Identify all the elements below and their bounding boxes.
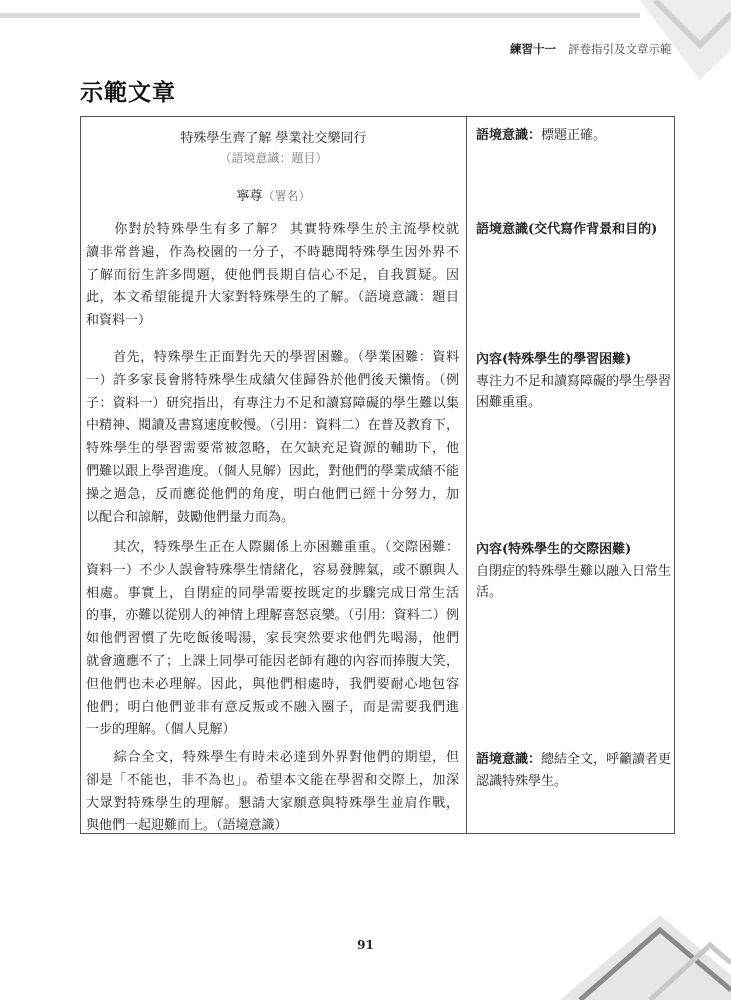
note-text: 自閉症的特殊學生難以融入日常生活。 xyxy=(476,563,672,600)
paragraph-1-line: 此，本文希望能提升大家對特殊學生的了解。（語境意識：題目 xyxy=(86,290,459,306)
note-text: 專注力不足和讀寫障礙的學生學習困難重重。 xyxy=(476,373,672,410)
section-label: 評卷指引及文章示範 xyxy=(568,42,672,56)
paragraph-4-line: 卻是「不能也，非不為也」。希望本文能在學習和交際上，加深 xyxy=(86,772,459,788)
paragraph-1-line: 你對於特殊學生有多了解？ 其實特殊學生於主流學校就 xyxy=(86,222,459,237)
column-divider xyxy=(466,117,467,833)
note-3 xyxy=(476,349,676,414)
page-title: 示範文章 xyxy=(80,80,176,106)
paragraph-3-line: 其次，特殊學生正在人際關係上亦困難重重。（交際困難： xyxy=(86,540,459,555)
note-text: 標題正確。 xyxy=(541,128,607,143)
note-5 xyxy=(476,749,676,792)
paragraph-2-line: 以配合和諒解，鼓勵他們量力而為。 xyxy=(86,509,295,525)
essay-title: 特殊學生齊了解 學業社交樂同行 xyxy=(180,131,367,146)
author-name: 寧尊 xyxy=(236,189,263,204)
paragraph-3-line: 一步的理解。（個人見解） xyxy=(86,722,236,738)
paragraph-1-line: 和資料一） xyxy=(86,313,152,329)
paragraph-4-line: 與他們一起迎難而上。（語境意識） xyxy=(86,818,288,834)
paragraph-2-line: 特殊學生的學習需要常被忽略，在欠缺充足資源的輔助下，他 xyxy=(86,441,459,457)
paragraph-3-line: 但他們也未必理解。因此，與他們相處時，我們要耐心地包容 xyxy=(86,676,459,692)
author-note: （署名） xyxy=(262,189,311,203)
note-label: 內容(特殊學生的交際困難) xyxy=(476,542,632,557)
paragraph-3-line: 他們；明白他們並非有意反叛或不融入圈子，而是需要我們進 xyxy=(86,699,459,715)
paragraph-3-line: 如他們習慣了先吃飯後喝湯，家長突然要求他們先喝湯，他們 xyxy=(86,631,459,647)
paragraph-3-line: 資料一）不少人誤會特殊學生情緒化，容易發脾氣，或不願與人 xyxy=(86,562,459,578)
essay-title-note: （語境意識：題目） xyxy=(219,151,328,165)
note-label: 語境意識： xyxy=(476,128,542,143)
paragraph-3-line: 相處。事實上，自閉症的同學需要按既定的步驟完成日常生活 xyxy=(86,585,459,601)
note-2 xyxy=(476,221,676,239)
note-label: 語境意識(交代寫作背景和目的) xyxy=(476,222,658,237)
note-label: 內容(特殊學生的學習困難) xyxy=(476,352,632,367)
paragraph-2-line: 首先，特殊學生正面對先天的學習困難。（學業困難：資料 xyxy=(86,350,459,365)
paragraph-4-line: 大眾對特殊學生的理解。懇請大家願意與特殊學生並肩作戰， xyxy=(86,795,459,811)
paragraph-2-line: 子：資料一）研究指出，有專注力不足和讀寫障礙的學生難以集 xyxy=(86,395,459,411)
paragraph-1-line: 了解而衍生許多問題，使他們長期自信心不足，自我質疑。因 xyxy=(86,267,459,283)
paragraph-2-line: 一）許多家長會將特殊學生成績欠佳歸咎於他們後天懶惰。（例 xyxy=(86,372,459,388)
paragraph-2-line: 們難以跟上學習進度。（個人見解）因此，對他們的學業成績不能 xyxy=(86,464,459,479)
paragraph-3-line: 的事，亦難以從別人的神情上理解喜怒哀樂。（引用：資料二）例 xyxy=(86,608,459,624)
paragraph-2-line: 中精神、閱讀及書寫速度較慢。（引用：資料二）在普及教育下， xyxy=(86,418,459,434)
corner-decor-top xyxy=(600,0,731,80)
running-header xyxy=(510,41,672,57)
essay-table xyxy=(80,116,675,834)
note-4 xyxy=(476,539,676,604)
note-1 xyxy=(476,127,676,145)
note-text: 總結全文，呼籲讀者更認識特殊學生。 xyxy=(476,752,672,789)
paragraph-3-line: 就會適應不了；上課上同學可能因老師有趣的內容而捧腹大笑， xyxy=(86,654,459,669)
paragraph-2-line: 操之過急，反而應從他們的角度，明白他們已經十分努力，加 xyxy=(86,486,459,502)
paragraph-4-line: 綜合全文，特殊學生有時未必達到外界對他們的期望，但 xyxy=(86,750,459,765)
top-decor-band xyxy=(0,13,640,18)
paragraph-1-line: 讀非常普遍，作為校園的一分子，不時聽聞特殊學生因外界不 xyxy=(86,244,459,260)
chapter-label: 練習十一 xyxy=(510,42,556,56)
page-number: 91 xyxy=(357,938,374,952)
essay-author xyxy=(81,185,466,204)
note-label: 語境意識： xyxy=(476,752,542,767)
